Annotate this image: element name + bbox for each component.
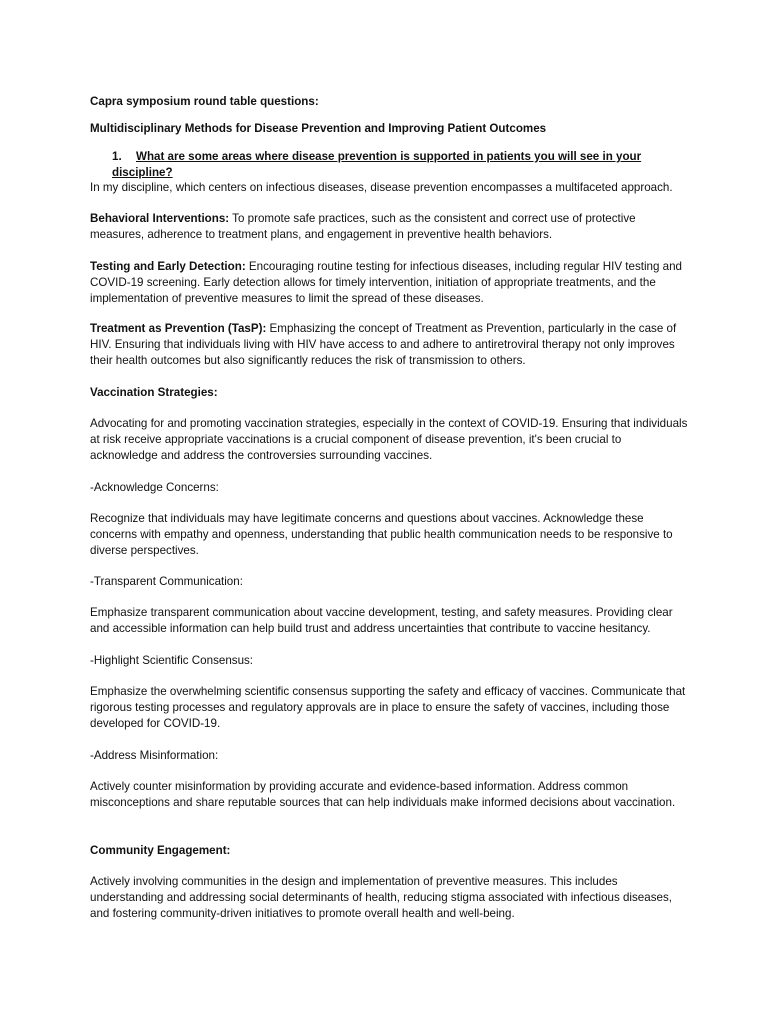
question-1 (112, 149, 692, 181)
question-text: What are some areas where disease prevention is supported in patients you will see in your discipline? (112, 150, 642, 179)
concerns-paragraph: Recognize that individuals may have legitimate concerns and questions about vaccines. Acknowledge these concerns with empathy and openness, understanding that public health communication needs to be responsive to diverse perspectives. (90, 512, 673, 557)
document-subtitle: Multidisciplinary Methods for Disease Prevention and Improving Patient Outcomes (90, 122, 547, 135)
community-paragraph: Actively involving communities in the design and implementation of preventive measures. This includes understanding and addressing social determinants of health, reducing stigma associated with infectious diseases, and fostering community-driven initiatives to promote overall health and well-being. (90, 875, 672, 920)
testing-heading: Testing and Early Detection: (90, 260, 246, 273)
tasp-heading: Treatment as Prevention (TasP): (90, 322, 267, 335)
behavioral-text: To promote safe practices, such as the consistent and correct use of protective measures, adherence to treatment plans, and engagement in preventive health behaviors. (90, 212, 636, 241)
document-title: Capra symposium round table questions: (90, 95, 319, 108)
testing-paragraph (90, 259, 690, 306)
behavioral-heading: Behavioral Interventions: (90, 212, 230, 225)
misinfo-paragraph: Actively counter misinformation by providing accurate and evidence-based information. Address common misconceptions and share reputable sources that can help individuals make informed decisions about vaccination. (90, 780, 676, 809)
tasp-paragraph (90, 321, 690, 368)
concerns-heading: -Acknowledge Concerns: (90, 481, 219, 494)
question-number: 1. (112, 150, 122, 163)
vaccination-heading: Vaccination Strategies: (90, 386, 218, 399)
tasp-text: Emphasizing the concept of Treatment as Prevention, particularly in the case of HIV. Ensuring that individuals living with HIV have access to and adhere to antiretroviral therapy not only improves their health outcomes but also significantly reduces the risk of transmission to others. (90, 322, 677, 367)
community-heading: Community Engagement: (90, 844, 231, 857)
consensus-heading: -Highlight Scientific Consensus: (90, 654, 254, 667)
consensus-paragraph: Emphasize the overwhelming scientific consensus supporting the safety and efficacy of vaccines. Communicate that rigorous testing processes and regulatory approvals are in place to ensure the safety of vaccines, including those developed for COVID-19. (90, 685, 686, 730)
intro-paragraph: In my discipline, which centers on infectious diseases, disease prevention encompasses a multifaceted approach. (90, 181, 673, 194)
misinfo-heading: -Address Misinformation: (90, 749, 219, 762)
vaccination-paragraph: Advocating for and promoting vaccination strategies, especially in the context of COVID-19. Ensuring that individuals at risk receive appropriate vaccinations is a crucial component of disease prevention, it's been crucial to acknowledge and address the controversies surrounding vaccines. (90, 417, 688, 462)
behavioral-paragraph (90, 211, 690, 243)
testing-text: Encouraging routine testing for infectious diseases, including regular HIV testing and COVID-19 screening. Early detection allows for timely intervention, initiation of appropriate treatments, and the implementation of preventive measures to limit the spread of these diseases. (90, 260, 682, 305)
transparent-paragraph: Emphasize transparent communication about vaccine development, testing, and safety measures. Providing clear and accessible information can help build trust and address uncertainties that contribute to vaccine hesitancy. (90, 606, 673, 635)
transparent-heading: -Transparent Communication: (90, 575, 243, 588)
